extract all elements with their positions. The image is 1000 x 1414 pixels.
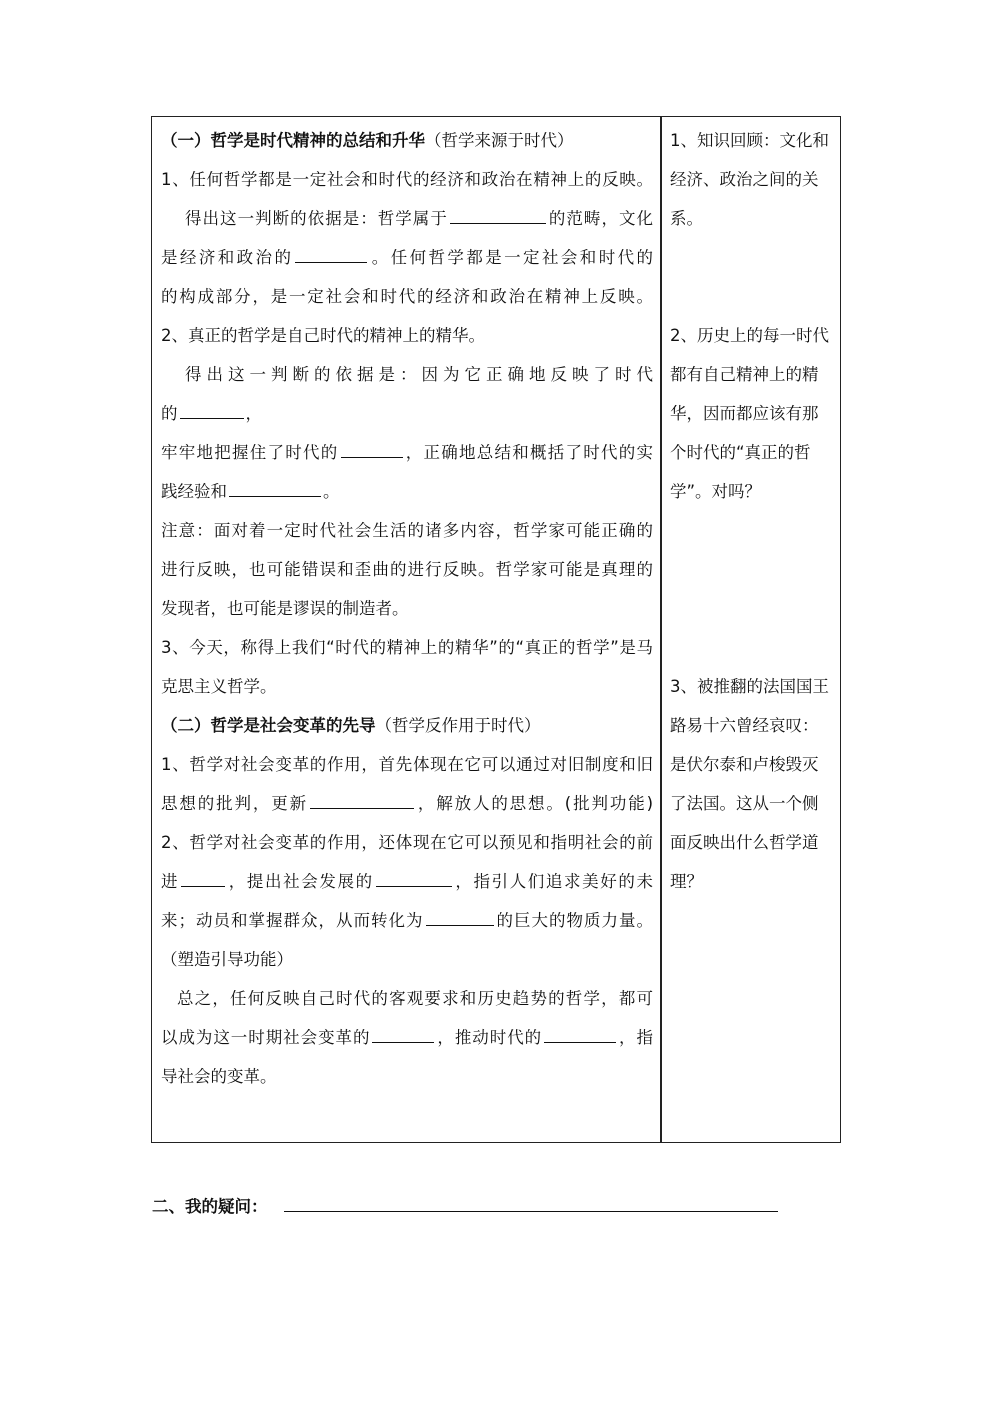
- section1-note-1: 注意：面对着一定时代社会生活的诸多内容，哲学家可能正确的: [161, 521, 653, 540]
- my-questions-label: 二、我的疑问：: [152, 1197, 268, 1216]
- section1-note-2: 进行反映，也可能错误和歪曲的进行反映。哲学家可能是真理的: [161, 560, 653, 579]
- fill-blank: [341, 441, 403, 458]
- section2-p8: 以成为这一时期社会变革的 ，推动时代的 ，指: [161, 1028, 654, 1047]
- section2-heading: （二）哲学是社会变革的先导（哲学反作用于时代）: [161, 716, 541, 735]
- section1-p2: 得出这一判断的依据是：哲学属于 的范畴，文化: [185, 209, 654, 228]
- study-table: [151, 116, 841, 1143]
- fill-blank: [310, 792, 414, 809]
- my-questions-answer-line[interactable]: [284, 1211, 778, 1212]
- column-divider: [660, 117, 662, 1142]
- fill-blank: [181, 870, 225, 887]
- fill-blank: [544, 1026, 616, 1043]
- section2-p4: 进 ，提出社会发展的 ，指引人们追求美好的未: [161, 872, 654, 891]
- section1-p1: 1、任何哲学都是一定社会和时代的经济和政治在精神上的反映。: [161, 170, 653, 189]
- my-questions-section: [152, 1193, 782, 1223]
- side-notes-column: [670, 127, 835, 907]
- section1-p3: 是经济和政治的 。任何哲学都是一定社会和时代的: [161, 248, 654, 267]
- section1-note-3: 发现者，也可能是谬误的制造者。: [161, 599, 409, 618]
- section2-p6: （塑造引导功能）: [161, 950, 293, 969]
- fill-blank: [180, 402, 244, 419]
- section2-p5: 来；动员和掌握群众，从而转化为 的巨大的物质力量。: [161, 911, 653, 930]
- section1-p4: 的构成部分，是一定社会和时代的经济和政治在精神上反映。: [161, 287, 653, 306]
- section1-p5: 2、真正的哲学是自己时代的精神上的精华。: [161, 326, 485, 345]
- section1-p14: 克思主义哲学。: [161, 677, 277, 696]
- side-note-1: 1、知识回顾：文化和 经济、政治之间的关 系。: [670, 131, 829, 228]
- side-note-2: 2、历史上的每一时代 都有自己精神上的精 华，因而都应该有那 个时代的“真正的哲 学”。对吗？: [670, 326, 829, 501]
- section1-heading: （一）哲学是时代精神的总结和升华（哲学来源于时代）: [161, 131, 574, 150]
- side-note-3: 3、被推翻的法国国王 路易十六曾经哀叹： 是伏尔泰和卢梭毁灭 了法国。这从一个侧 面反映出什么哲学道 理？: [670, 677, 829, 891]
- section1-p7: 的 ，: [161, 404, 262, 423]
- section2-p7: 总之，任何反映自己时代的客观要求和历史趋势的哲学，都可: [177, 989, 653, 1008]
- section2-p1: 1、哲学对社会变革的作用，首先体现在它可以通过对旧制度和旧: [161, 755, 653, 774]
- main-content-column: [161, 127, 653, 1102]
- section1-p8: 牢牢地把握住了时代的 ，正确地总结和概括了时代的实: [161, 443, 653, 462]
- fill-blank: [372, 1026, 434, 1043]
- section2-p3: 2、哲学对社会变革的作用，还体现在它可以预见和指明社会的前: [161, 833, 653, 852]
- fill-blank: [376, 870, 452, 887]
- section2-p9: 导社会的变革。: [161, 1067, 277, 1086]
- section2-p2: 思想的批判，更新 ，解放人的思想。(批判功能): [161, 794, 654, 813]
- fill-blank: [450, 207, 546, 224]
- fill-blank: [426, 909, 494, 926]
- section1-p13: 3、今天，称得上我们“时代的精神上的精华”的“真正的哲学”是马: [161, 638, 653, 657]
- fill-blank: [295, 246, 367, 263]
- section1-p6: 得出这一判断的依据是：因为它正确地反映了时代: [185, 365, 653, 384]
- fill-blank: [229, 480, 321, 497]
- section1-p9: 践经验和 。: [161, 482, 340, 501]
